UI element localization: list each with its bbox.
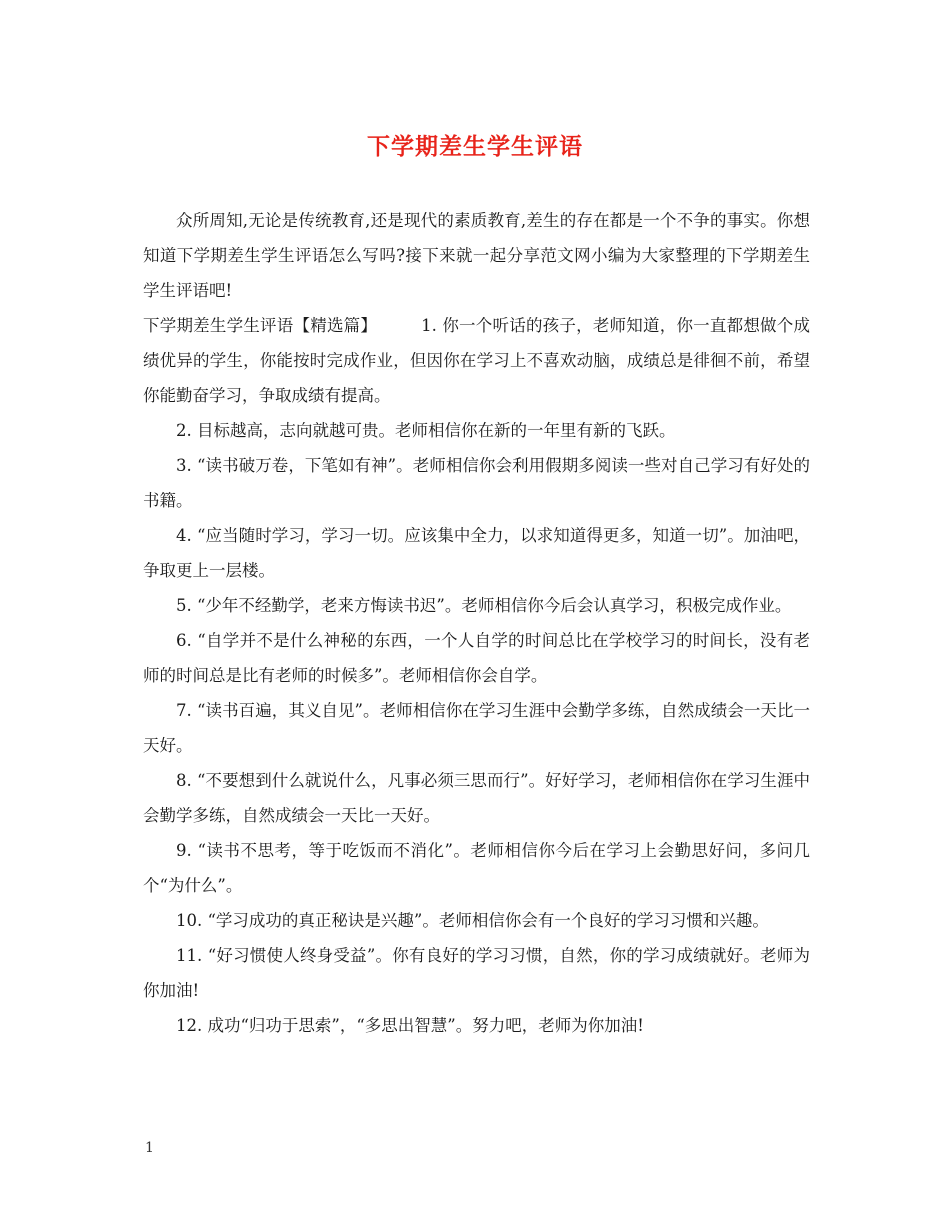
list-item: 5. “少年不经勤学，老来方悔读书迟”。老师相信你今后会认真学习，积极完成作业。 (176, 596, 792, 615)
list-item: 3. “读书破万卷，下笔如有神”。老师相信你会利用假期多阅读一些对自己学习有好处的书籍。 (143, 456, 810, 510)
list-item: 7. “读书百遍，其义自见”。老师相信你在学习生涯中会勤学多练，自然成绩会一天比一天好。 (143, 701, 810, 755)
list-item: 9. “读书不思考，等于吃饭而不消化”。老师相信你今后在学习上会勤思好问，多问几个“为什么”。 (143, 841, 810, 895)
page-title: 下学期差生学生评语 (367, 133, 583, 160)
list-item: 12. 成功“归功于思索”，“多思出智慧”。努力吧，老师为你加油! (176, 1016, 644, 1035)
intro-paragraph: 众所周知,无论是传统教育,还是现代的素质教育,差生的存在都是一个不争的事实。你想知道下学期差生学生评语怎么写吗?接下来就一起分享范文网小编为大家整理的下学期差生学生评语吧! (143, 211, 810, 300)
list-item: 1. 你一个听话的孩子，老师知道，你一直都想做个成绩优异的学生，你能按时完成作业，但因你在学习上不喜欢动脑，成绩总是徘徊不前，希望你能勤奋学习，争取成绩有提高。 (143, 316, 811, 405)
list-item: 4. “应当随时学习，学习一切。应该集中全力，以求知道得更多，知道一切”。加油吧，争取更上一层楼。 (143, 526, 810, 580)
list-item: 2. 目标越高，志向就越可贵。老师相信你在新的一年里有新的飞跃。 (176, 421, 676, 440)
section-heading: 下学期差生学生评语【精选篇】 (143, 316, 378, 335)
list-item: 6. “自学并不是什么神秘的东西，一个人自学的时间总比在学校学习的时间长，没有老师的时间总是比有老师的时候多”。老师相信你会自学。 (143, 631, 810, 685)
list-item: 11. “好习惯使人终身受益”。你有良好的学习习惯，自然，你的学习成绩就好。老师为你加油! (143, 946, 810, 1000)
list-item: 8. “不要想到什么就说什么，凡事必须三思而行”。好好学习，老师相信你在学习生涯中会勤学多练，自然成绩会一天比一天好。 (143, 771, 810, 825)
document-body (143, 203, 810, 1043)
list-item: 10. “学习成功的真正秘诀是兴趣”。老师相信你会有一个良好的学习习惯和兴趣。 (176, 911, 769, 930)
page-number: 1 (145, 1140, 154, 1156)
section-paragraph (143, 308, 810, 413)
